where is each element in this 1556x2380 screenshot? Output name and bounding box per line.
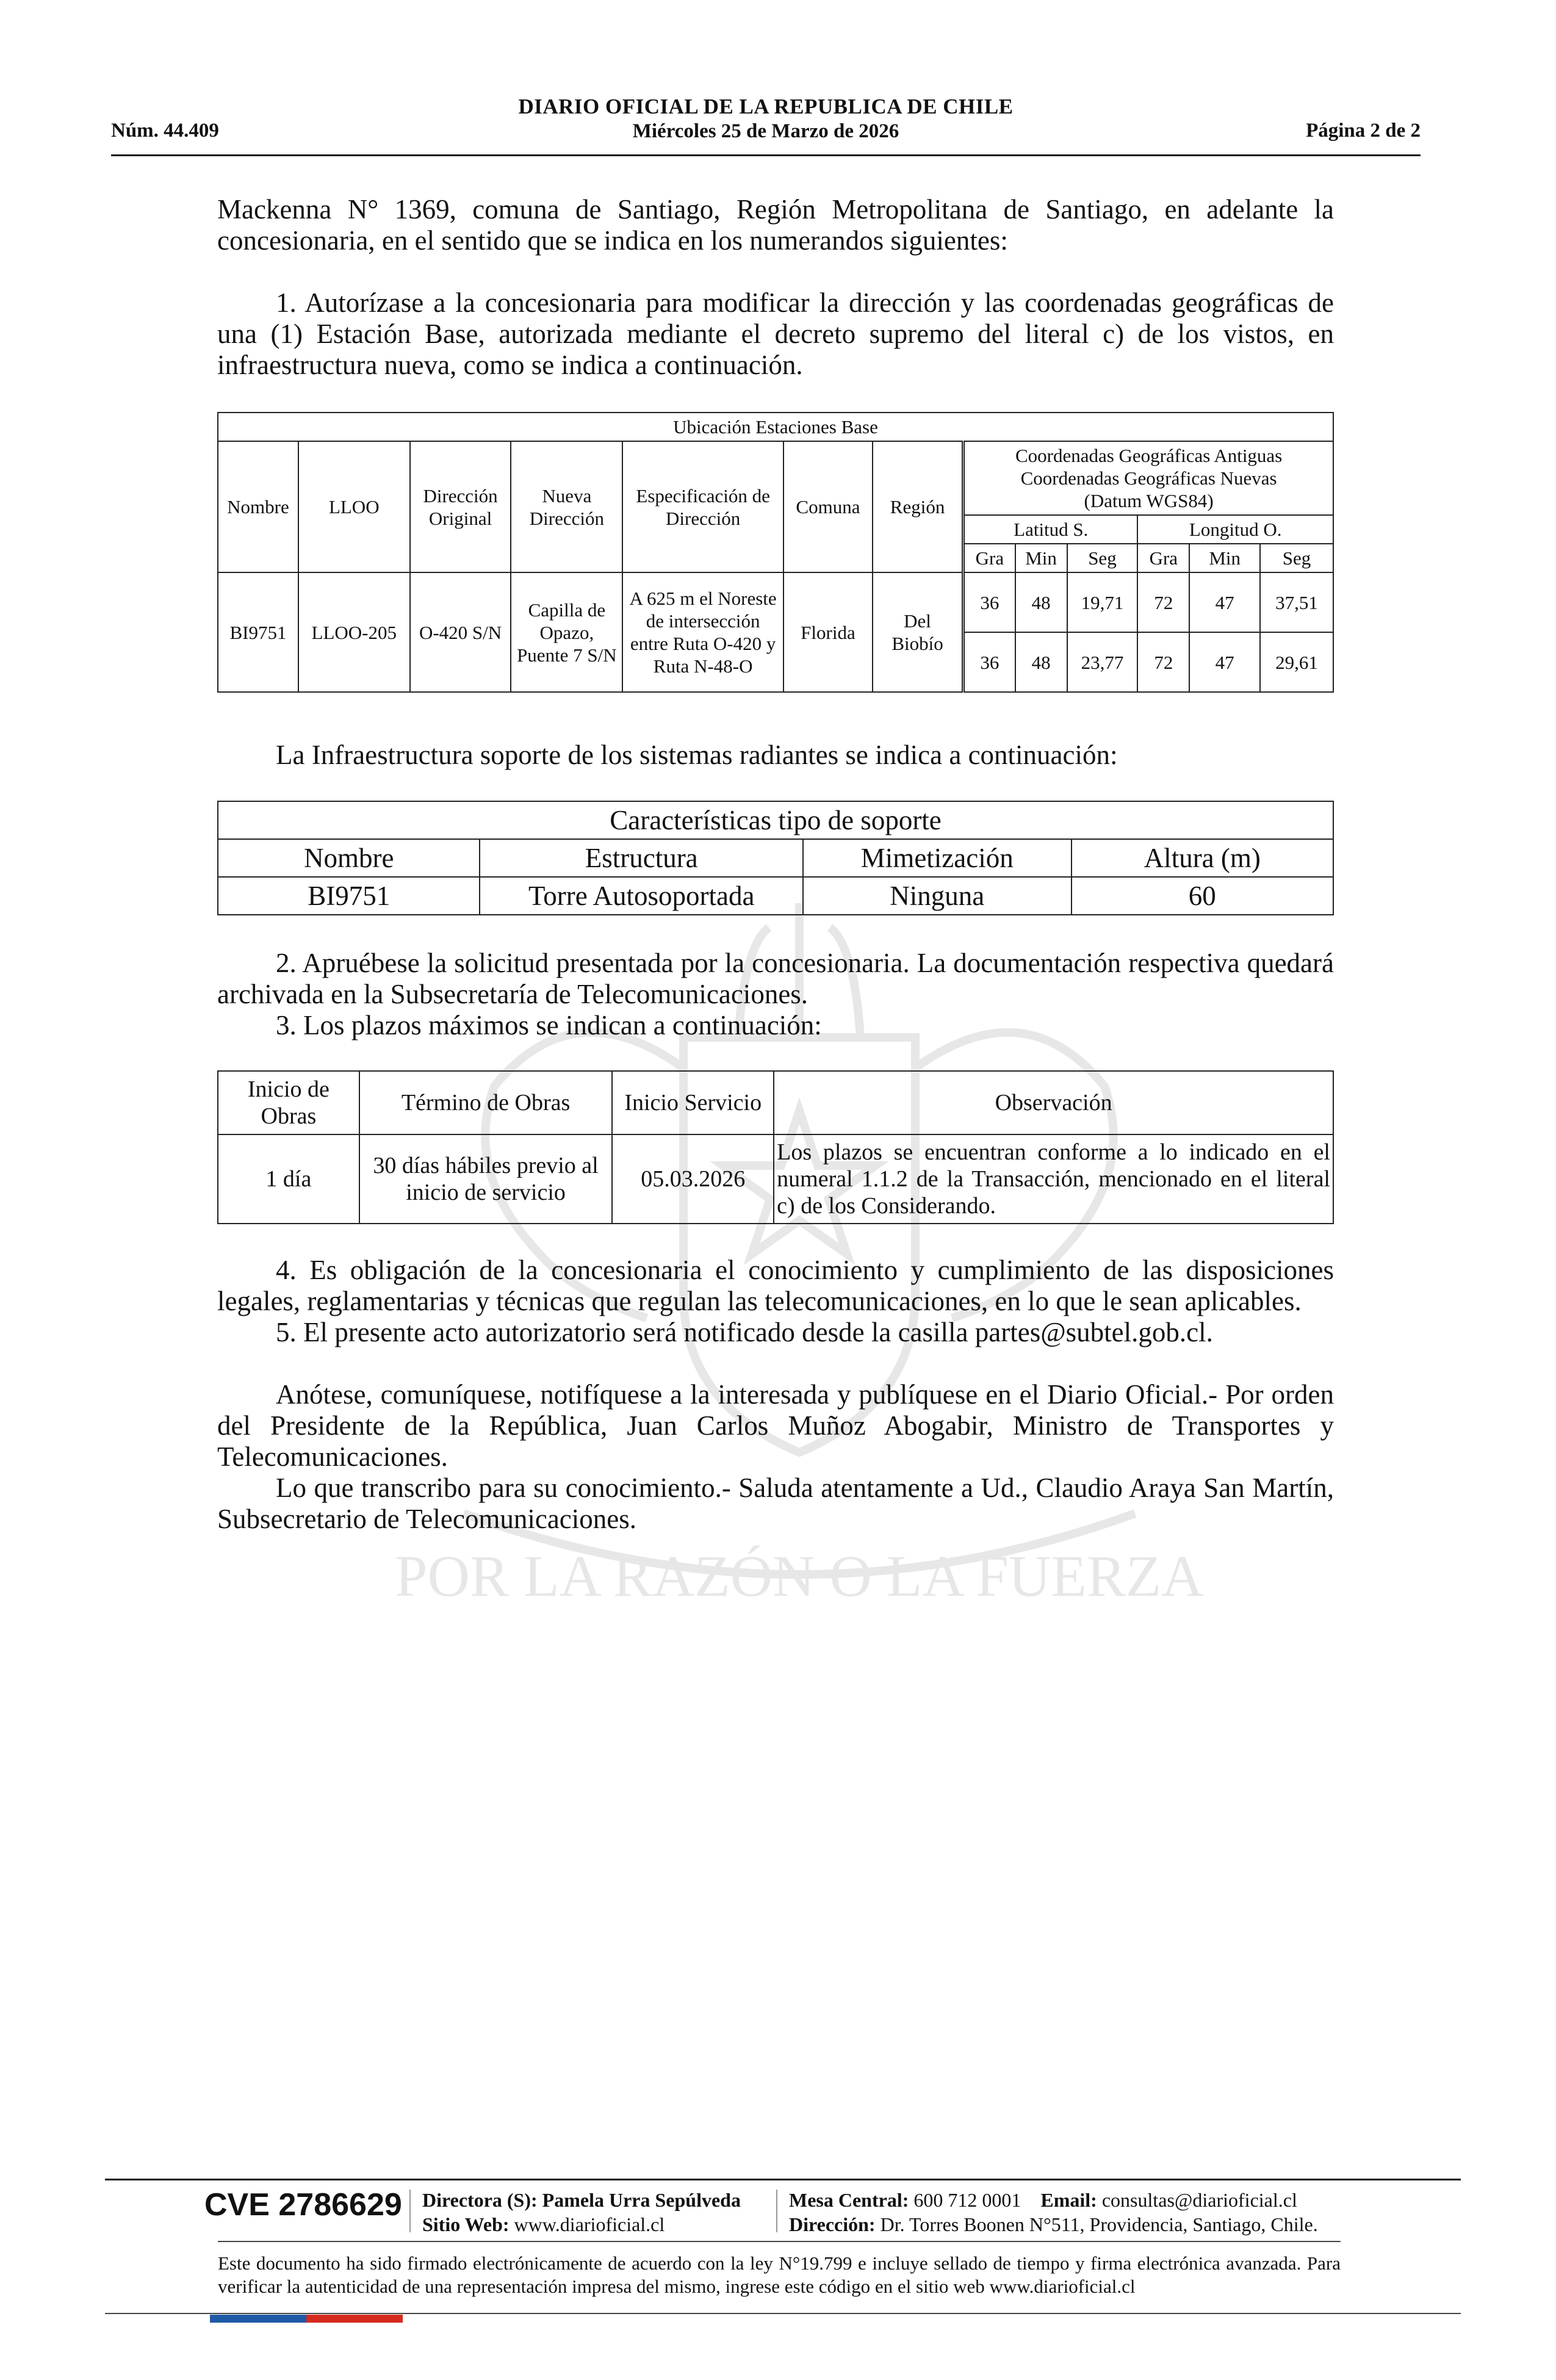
email-label: Email: [1040, 2189, 1097, 2211]
footer-directora-block [422, 2188, 741, 2237]
deadlines-table [217, 1070, 1334, 1224]
th-lloo: LLOO [298, 441, 410, 572]
email-link[interactable]: consultas@diarioficial.cl [1101, 2189, 1297, 2211]
support-intro-paragraph: La Infraestructura soporte de los sistemas radiantes se indica a continuación: [276, 740, 1118, 770]
cell-lloo: LLOO-205 [298, 572, 410, 692]
footer-divider-bottom [105, 2313, 1461, 2314]
issue-date: Miércoles 25 de Marzo de 2026 [632, 120, 899, 142]
th3-inicio-servicio: Inicio Servicio [612, 1071, 774, 1134]
closing-paragraph-2: Lo que transcribo para su conocimiento.- Saluda atentamente a Ud., Claudio Araya San Martín, Subsecretario de Telecomunicaciones. [217, 1473, 1334, 1534]
th-comuna: Comuna [783, 441, 873, 572]
cell-especificacion: A 625 m el Noreste de intersección entre Ruta O-420 y Ruta N-48-O [622, 572, 783, 692]
support-intro-block [217, 740, 1334, 771]
table1-caption: Ubicación Estaciones Base [218, 413, 1333, 441]
th2-mimetizacion: Mimetización [803, 839, 1072, 877]
cell2-estructura: Torre Autosoportada [480, 877, 802, 915]
sitio-label: Sitio Web: [422, 2213, 510, 2235]
th-lon-seg: Seg [1260, 544, 1333, 572]
cell-region: Del Biobío [873, 572, 963, 692]
footer-separator-2 [776, 2190, 777, 2232]
mesa-label: Mesa Central: [789, 2189, 909, 2211]
coord-old-lon-gra: 72 [1137, 572, 1189, 632]
cell2-mimetizacion: Ninguna [803, 877, 1072, 915]
page-number: Página 2 de 2 [1306, 120, 1421, 142]
item-1-paragraph: 1. Autorízase a la concesionaria para modificar la dirección y las coordenadas geográficas de una (1) Estación Base, autorizada mediante el decreto supremo del literal c) de los vistos, en infraestructura nueva, como se indica a continuación. [217, 287, 1334, 380]
th-lon-gra: Gra [1137, 544, 1189, 572]
item-2-paragraph: 2. Apruébese la solicitud presentada por la concesionaria. La documentación respectiva quedará archivada en la Subsecretaría de Telecomunicaciones. [217, 948, 1334, 1009]
items-2-3-block [217, 948, 1334, 1041]
th-lat-seg: Seg [1067, 544, 1138, 572]
issue-number: Núm. 44.409 [111, 120, 219, 142]
intro-block [217, 194, 1334, 381]
directora-label: Directora (S): [422, 2189, 538, 2211]
coord-new-lat-gra: 36 [963, 632, 1015, 692]
cell-nombre: BI9751 [218, 572, 298, 692]
base-stations-table [217, 412, 1334, 693]
cell-direccion-original: O-420 S/N [410, 572, 511, 692]
direccion-label: Dirección: [789, 2213, 876, 2235]
cell3-inicio-servicio: 05.03.2026 [612, 1134, 774, 1224]
th-lon-min: Min [1189, 544, 1260, 572]
th2-altura: Altura (m) [1072, 839, 1333, 877]
th-latitud: Latitud S. [963, 515, 1138, 544]
th3-observacion: Observación [774, 1071, 1333, 1134]
cell3-observacion: Los plazos se encuentran conforme a lo indicado en el numeral 1.1.2 de la Transacción, mencionado en el literal c) de los Considerando. [774, 1134, 1333, 1224]
coord-new-lon-seg: 29,61 [1260, 632, 1333, 692]
coord-old-lat-seg: 19,71 [1067, 572, 1138, 632]
table2-caption: Características tipo de soporte [218, 801, 1333, 839]
th2-estructura: Estructura [480, 839, 802, 877]
footer-divider-top [105, 2179, 1461, 2180]
th-coord-antiguas: Coordenadas Geográficas Antiguas [1015, 445, 1283, 466]
footer-contact-block [789, 2188, 1318, 2237]
closing-paragraph-1: Anótese, comuníquese, notifíquese a la interesada y publíquese en el Diario Oficial.- Por orden del Presidente de la República, Juan Carlos Muñoz Abogabir, Ministro de Transportes y Telecomunicaciones. [217, 1379, 1334, 1472]
th-region: Región [873, 441, 963, 572]
directora-name: Pamela Urra Sepúlveda [542, 2189, 741, 2211]
th-especificacion: Especificación de Dirección [622, 441, 783, 572]
cell3-termino-obras: 30 días hábiles previo al inicio de servicio [359, 1134, 613, 1224]
item-3-paragraph: 3. Los plazos máximos se indican a continuación: [276, 1010, 822, 1040]
coord-new-lon-gra: 72 [1137, 632, 1189, 692]
th-nombre: Nombre [218, 441, 298, 572]
cell2-altura: 60 [1072, 877, 1333, 915]
motto-text: POR LA RAZÓN O LA FUERZA [395, 1543, 1204, 1609]
coord-new-lat-seg: 23,77 [1067, 632, 1138, 692]
support-type-table [217, 801, 1334, 915]
flag-stripe-red [306, 2315, 403, 2323]
newspaper-title: DIARIO OFICIAL DE LA REPUBLICA DE CHILE [518, 95, 1014, 118]
cell3-inicio-obras: 1 día [218, 1134, 359, 1224]
coord-old-lat-min: 48 [1015, 572, 1067, 632]
footer-separator-1 [409, 2190, 411, 2232]
flag-stripe-blue [210, 2315, 306, 2323]
direccion-value: Dr. Torres Boonen N°511, Providencia, Santiago, Chile. [880, 2213, 1318, 2235]
header-divider [111, 154, 1421, 156]
cve-code: CVE 2786629 [204, 2187, 402, 2223]
th-lat-gra: Gra [963, 544, 1015, 572]
th-longitud: Longitud O. [1137, 515, 1333, 544]
mesa-phone: 600 712 0001 [913, 2189, 1021, 2211]
coord-old-lon-min: 47 [1189, 572, 1260, 632]
coord-old-lon-seg: 37,51 [1260, 572, 1333, 632]
th-coordenadas [963, 441, 1333, 515]
th-nueva-direccion: Nueva Dirección [511, 441, 622, 572]
cell-comuna: Florida [783, 572, 873, 692]
th-datum: (Datum WGS84) [1084, 490, 1214, 511]
th-direccion-original: Dirección Original [410, 441, 511, 572]
th-coord-nuevas: Coordenadas Geográficas Nuevas [1020, 467, 1277, 489]
footer-legal-note: Este documento ha sido firmado electrónicamente de acuerdo con la ley N°19.799 e incluye sellado de tiempo y firma electrónica avanzada. Para verificar la autenticidad de una representación impresa del mismo, ingrese este código en el sitio web www.diarioficial.cl [218, 2252, 1341, 2297]
coord-old-lat-gra: 36 [963, 572, 1015, 632]
footer-divider-mid [218, 2241, 1341, 2242]
coord-new-lon-min: 47 [1189, 632, 1260, 692]
intro-paragraph: Mackenna N° 1369, comuna de Santiago, Región Metropolitana de Santiago, en adelante la concesionaria, en el sentido que se indica en los numerandos siguientes: [217, 194, 1334, 256]
coord-new-lat-min: 48 [1015, 632, 1067, 692]
th-lat-min: Min [1015, 544, 1067, 572]
th3-inicio-obras: Inicio de Obras [218, 1071, 359, 1134]
closing-block [217, 1255, 1334, 1535]
cell-nueva-direccion: Capilla de Opazo, Puente 7 S/N [511, 572, 622, 692]
th3-termino-obras: Término de Obras [359, 1071, 613, 1134]
sitio-web-link[interactable]: www.diarioficial.cl [514, 2213, 665, 2235]
item-5-paragraph: 5. El presente acto autorizatorio será notificado desde la casilla partes@subtel.gob.cl. [276, 1317, 1213, 1347]
item-4-paragraph: 4. Es obligación de la concesionaria el conocimiento y cumplimiento de las disposiciones legales, reglamentarias y técnicas que regulan las telecomunicaciones, en lo que le sean aplicables. [217, 1255, 1334, 1316]
th2-nombre: Nombre [218, 839, 480, 877]
cell2-nombre: BI9751 [218, 877, 480, 915]
